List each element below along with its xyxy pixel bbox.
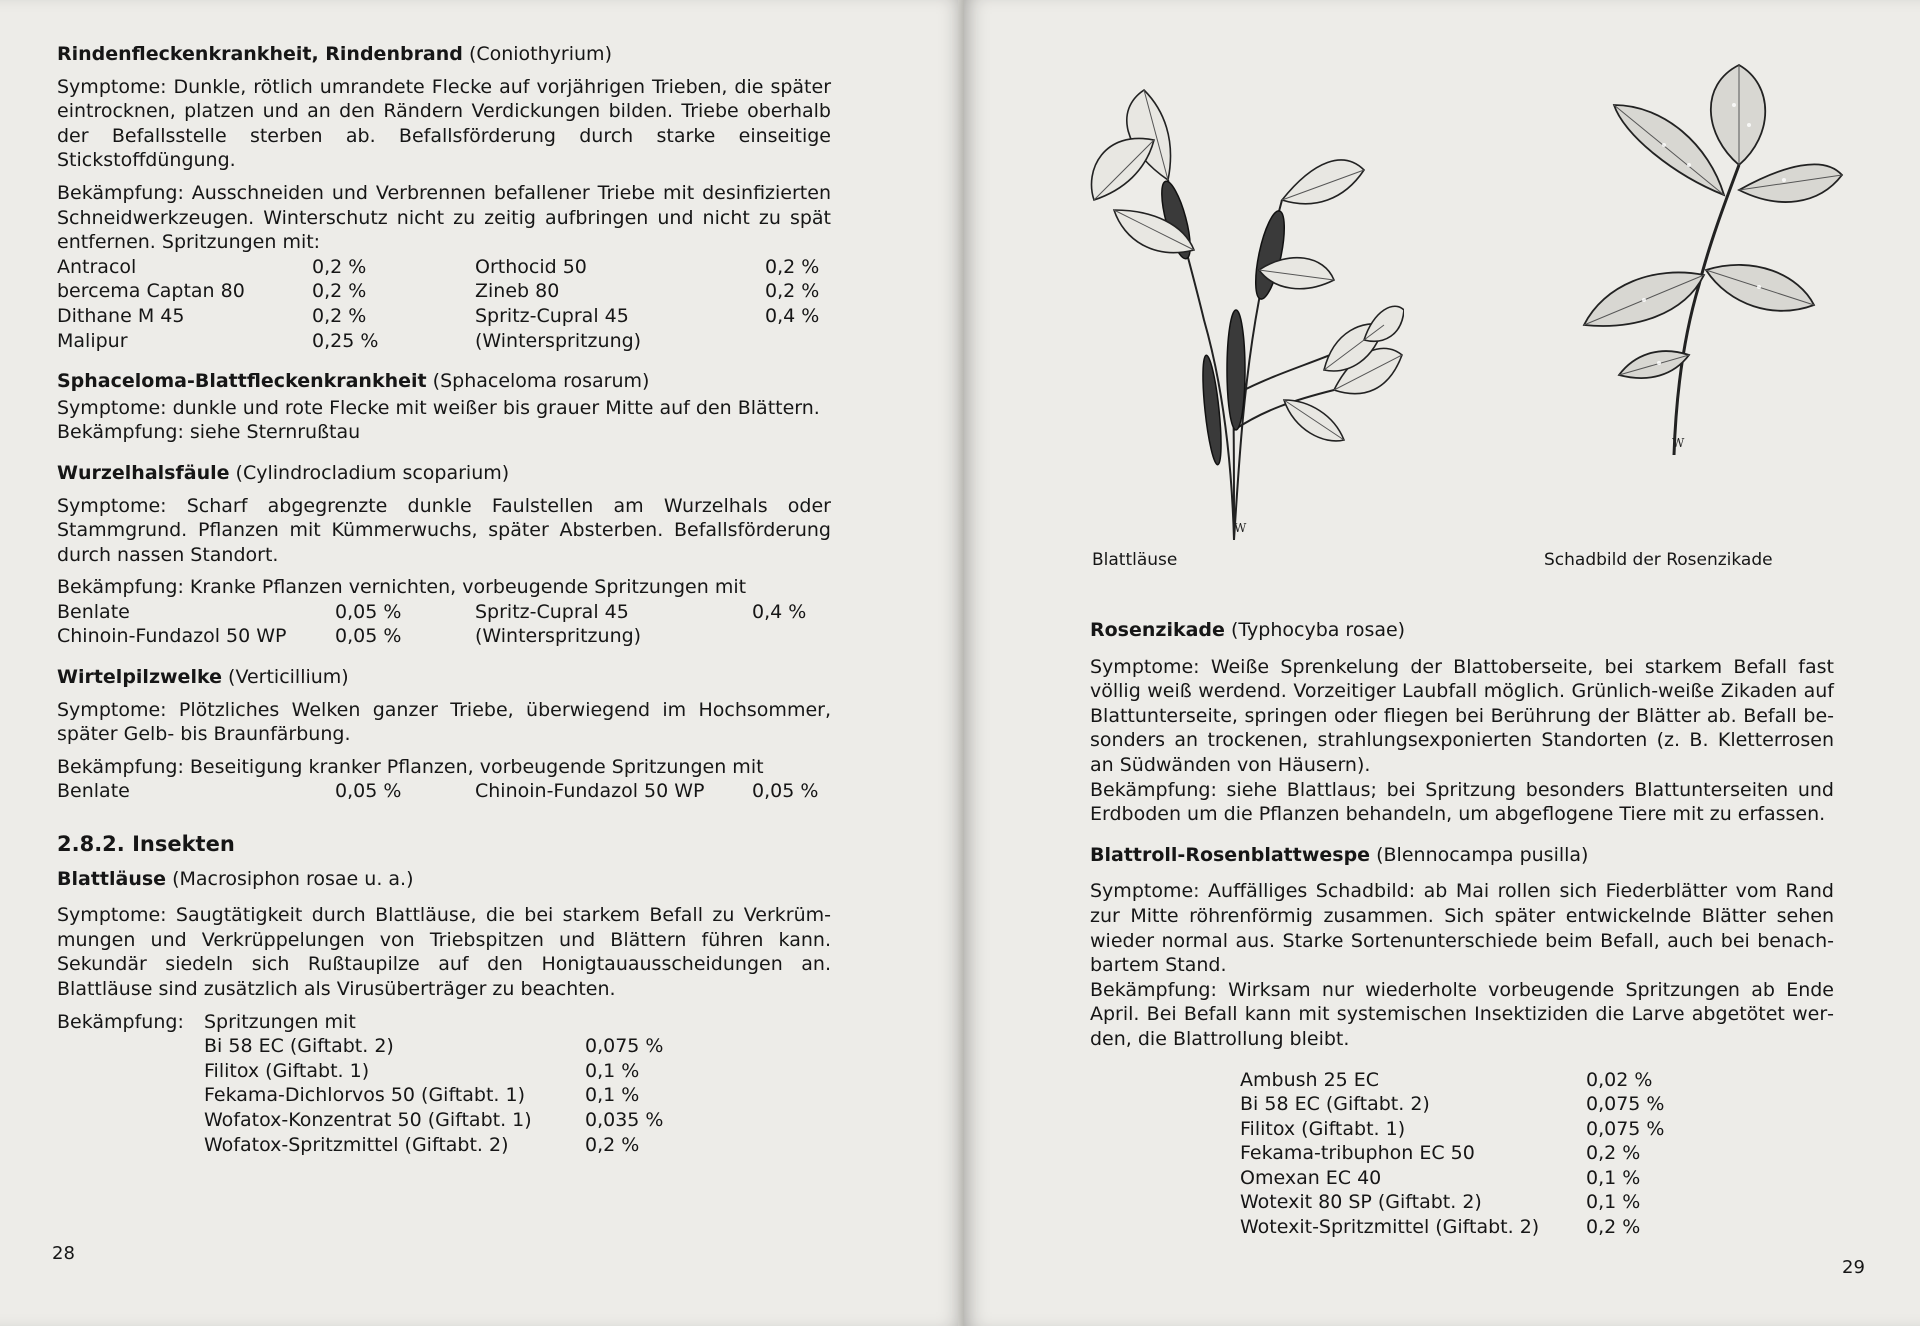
mittel-table: [1090, 1068, 1834, 1240]
mittel-name: Benlate: [57, 600, 130, 623]
heading-title: Wirtelpilzwelke: [57, 666, 222, 689]
mittel-name: Bi 58 EC (Giftabt. 2): [204, 1035, 394, 1058]
mittel-name: Wofatox-Konzentrat 50 (Giftabt. 1): [204, 1108, 532, 1131]
mittel-name: Benlate: [57, 780, 130, 803]
mittel-konz: 0,2 %: [1586, 1142, 1641, 1165]
mittel-name: Bi 58 EC (Giftabt. 2): [1240, 1093, 1430, 1116]
mittel-table: [57, 779, 831, 804]
mittel-row: [57, 279, 831, 304]
mittel-konz: 0,1 %: [1586, 1166, 1641, 1189]
mittel-name: bercema Captan 80: [57, 280, 245, 303]
heading-latin: (Coniothyrium): [468, 43, 612, 65]
mittel-table: [57, 600, 831, 649]
mittel-name: Dithane M 45: [57, 304, 185, 327]
mittel-name: Spritz-Cupral 45: [475, 600, 629, 623]
heading-wirtelpilz: [57, 665, 831, 690]
mittel-row: [57, 304, 831, 329]
symptome-text: Symptome: Plötzliches Welken ganzer Triebe, überwiegend im Hochsommer, später Gelb- bis Braunfärbung.: [57, 698, 831, 746]
heading-rindenflecken: [57, 42, 831, 67]
page-number: 29: [1842, 1257, 1865, 1278]
bekaempfung-text: Bekämpfung: Beseitigung kranker Pflanzen, vorbeugende Spritzungen mit: [57, 755, 764, 778]
mittel-name: (Winterspritzung): [475, 329, 642, 352]
mittel-name: Wotexit 80 SP (Giftabt. 2): [1240, 1191, 1482, 1214]
heading-title: Wurzelhalsfäule: [57, 461, 230, 484]
mittel-row: [1090, 1068, 1834, 1093]
mittel-name: Ambush 25 EC: [1240, 1068, 1380, 1091]
mittel-konz: 0,4 %: [765, 304, 820, 327]
mittel-row: [1090, 1190, 1834, 1215]
mittel-name: Fekama-Dichlorvos 50 (Giftabt. 1): [204, 1084, 525, 1107]
bekaempfung-label: Bekämpfung:: [57, 1010, 184, 1033]
heading-latin: (Verticillium): [228, 666, 349, 689]
mittel-konz: 0,2 %: [765, 280, 820, 303]
mittel-konz: 0,2 %: [765, 255, 820, 278]
heading-title: Rosenzikade: [1090, 619, 1225, 641]
heading-latin: (Macrosiphon rosae u. a.): [172, 867, 414, 890]
mittel-row: [57, 255, 831, 280]
mittel-name: Orthocid 50: [475, 255, 587, 278]
heading-latin: (Blennocampa pusilla): [1376, 843, 1589, 866]
mittel-konz: 0,05 %: [335, 780, 402, 803]
rosenzikade-leaf-illustration: [1524, 55, 1844, 465]
left-column: [57, 42, 831, 1157]
mittel-konz: 0,02 %: [1586, 1068, 1653, 1091]
mittel-konz: 0,075 %: [1586, 1117, 1665, 1140]
mittel-konz: 0,2 %: [312, 255, 367, 278]
symptome-text: Symptome: Dunkle, rötlich umrandete Flecke auf vorjährigen Trieben, die später eintrocknen, platzen und an den Rändern Verdickungen bilden. Triebe oberhalb der Befallsstelle sterben ab. Befallsförderung durch starke einseitige Stickstoffdüngung.: [57, 75, 831, 172]
mittel-row: [1090, 1092, 1834, 1117]
mittel-row: [57, 1034, 831, 1059]
heading-blattroll: [1090, 843, 1834, 868]
heading-wurzelhals: [57, 461, 831, 486]
mittel-row: [1090, 1166, 1834, 1191]
mittel-row: [57, 1108, 831, 1133]
heading-sphaceloma: [57, 369, 831, 394]
mittel-name: Antracol: [57, 255, 137, 278]
caption-rosenzikade: Schadbild der Rosenzikade: [1544, 550, 1773, 570]
heading-blattlaeuse: [57, 867, 831, 892]
bekaempfung-text: Bekämpfung: siehe Blattlaus; bei Spritzung besonders Blattunterseiten und Erdboden um die Pflanzen behandeln, um abgeflogene Tiere mit zu erfassen.: [1090, 778, 1834, 826]
mittel-row: [1090, 1141, 1834, 1166]
mittel-row: [57, 1010, 831, 1035]
mittel-name: Chinoin-Fundazol 50 WP: [57, 625, 287, 648]
svg-text:W: W: [1672, 436, 1685, 450]
aphid-rose-illustration: [1084, 70, 1404, 540]
mittel-konz: 0,075 %: [585, 1035, 664, 1058]
mittel-table: [57, 1010, 831, 1158]
mittel-konz: 0,4 %: [752, 600, 807, 623]
mittel-konz: 0,2 %: [585, 1133, 640, 1156]
mittel-name: Spritz-Cupral 45: [475, 304, 629, 327]
mittel-konz: 0,1 %: [585, 1084, 640, 1107]
mittel-konz: 0,2 %: [312, 304, 367, 327]
mittel-konz: 0,2 %: [1586, 1216, 1641, 1239]
heading-latin: (Cylindrocladium scoparium): [235, 461, 510, 484]
bekaempfung-text: Bekämpfung: Wirksam nur wiederholte vorbeugende Spritzungen ab Ende April. Bei Befall kann mit systemischen Insektiziden die Larve abgetötet werden, die Blattrollung bleibt.: [1090, 978, 1834, 1050]
mittel-row: [57, 1133, 831, 1158]
mittel-row: [1090, 1117, 1834, 1142]
heading-rosenzikade: [1090, 618, 1834, 643]
mittel-name: (Winterspritzung): [475, 625, 642, 648]
heading-title: Rindenfleckenkrankheit, Rindenbrand: [57, 43, 463, 65]
symptome-text: Symptome: Scharf abgegrenzte dunkle Faulstellen am Wurzelhals oder Stammgrund. Pflanzen mit Kümmerwuchs, später Absterben. Befallsförderung durch nassen Standort.: [57, 494, 831, 566]
mittel-row: [57, 1083, 831, 1108]
mittel-row: [57, 329, 831, 354]
mittel-name: Zineb 80: [475, 280, 560, 303]
bekaempfung-text: Bekämpfung: Kranke Pflanzen vernichten, vorbeugende Spritzungen mit: [57, 576, 747, 599]
symptome-text: Symptome: Auffälliges Schadbild: ab Mai rollen sich Fiederblätter vom Rand zur Mitte röhrenförmig zusammen. Sich später entwickelnde Blätter sehen wieder normal aus. Starke Sortenunterschiede beim Befall, auch bei benachbartem Stand.: [1090, 880, 1834, 977]
mittel-konz: 0,2 %: [312, 280, 367, 303]
symptome-text: Symptome: dunkle und rote Flecke mit weißer bis grauer Mitte auf den Blättern.: [57, 396, 820, 419]
mittel-name: Wofatox-Spritzmittel (Giftabt. 2): [204, 1133, 509, 1156]
mittel-konz: 0,05 %: [335, 600, 402, 623]
mittel-name: Fekama-tribuphon EC 50: [1240, 1142, 1475, 1165]
mittel-row: [57, 779, 831, 804]
mittel-konz: 0,035 %: [585, 1108, 664, 1131]
mittel-name: Chinoin-Fundazol 50 WP: [475, 780, 705, 803]
heading-latin: (Typhocyba rosae): [1230, 619, 1406, 641]
svg-text:W: W: [1234, 521, 1247, 535]
heading-title: Blattroll-Rosenblattwespe: [1090, 843, 1371, 866]
mittel-row: [1090, 1215, 1834, 1240]
mittel-konz: 0,05 %: [752, 780, 819, 803]
bekaempfung-text: Spritzungen mit: [204, 1010, 356, 1033]
mittel-name: Filitox (Giftabt. 1): [204, 1059, 370, 1082]
mittel-konz: 0,075 %: [1586, 1093, 1665, 1116]
mittel-name: Wotexit-Spritzmittel (Giftabt. 2): [1240, 1216, 1540, 1239]
symptome-text: Symptome: Saugtätigkeit durch Blattläuse, die bei starkem Befall zu Verkrümmungen und Verkrüppelungen von Triebspitzen und Blättern führen kann. Sekundär siedeln sich Rußtaupilze auf den Honigtauausscheidungen an. Blattläuse sind zusätzlich als Virusüberträger zu beachten.: [57, 904, 831, 1000]
page-number: 28: [52, 1243, 75, 1264]
mittel-name: Filitox (Giftabt. 1): [1240, 1117, 1406, 1140]
bekaempfung-text: Bekämpfung: siehe Sternrußtau: [57, 421, 361, 444]
bekaempfung-text: Bekämpfung: Ausschneiden und Verbrennen befallener Triebe mit desinfizierten Schneidwerkzeugen. Winterschutz nicht zu zeitig aufbringen und nicht zu spät entfernen. Spritzungen mit:: [57, 181, 831, 254]
heading-title: Blattläuse: [57, 867, 167, 890]
heading-title: Sphaceloma-Blattfleckenkrankheit: [57, 370, 427, 393]
mittel-table: [57, 255, 831, 353]
mittel-konz: 0,25 %: [312, 329, 379, 352]
mittel-name: Omexan EC 40: [1240, 1166, 1382, 1189]
mittel-konz: 0,1 %: [1586, 1191, 1641, 1214]
symptome-text: Symptome: Weiße Sprenkelung der Blattoberseite, bei starkem Befall fast völlig weiß werdend. Vorzeitiger Laubfall möglich. Grünlich-weiße Zikaden auf Blattunterseite, springen oder fliegen bei Berührung der Blätter ab. Befall besonders an trockenen, strahlungsexponierten Standorten (z. B. Kletterrosen an Südwänden von Häusern).: [1090, 655, 1834, 776]
mittel-name: Malipur: [57, 329, 128, 352]
heading-latin: (Sphaceloma rosarum): [432, 370, 650, 393]
mittel-row: [57, 600, 831, 625]
caption-blattlaeuse: Blattläuse: [1092, 550, 1178, 570]
mittel-konz: 0,1 %: [585, 1059, 640, 1082]
mittel-row: [57, 1059, 831, 1084]
mittel-konz: 0,05 %: [335, 625, 402, 648]
mittel-row: [57, 624, 831, 649]
right-column: [1090, 618, 1834, 1240]
page-right: [964, 0, 1920, 1326]
section-heading-insekten: 2.8.2. Insekten: [57, 832, 235, 857]
